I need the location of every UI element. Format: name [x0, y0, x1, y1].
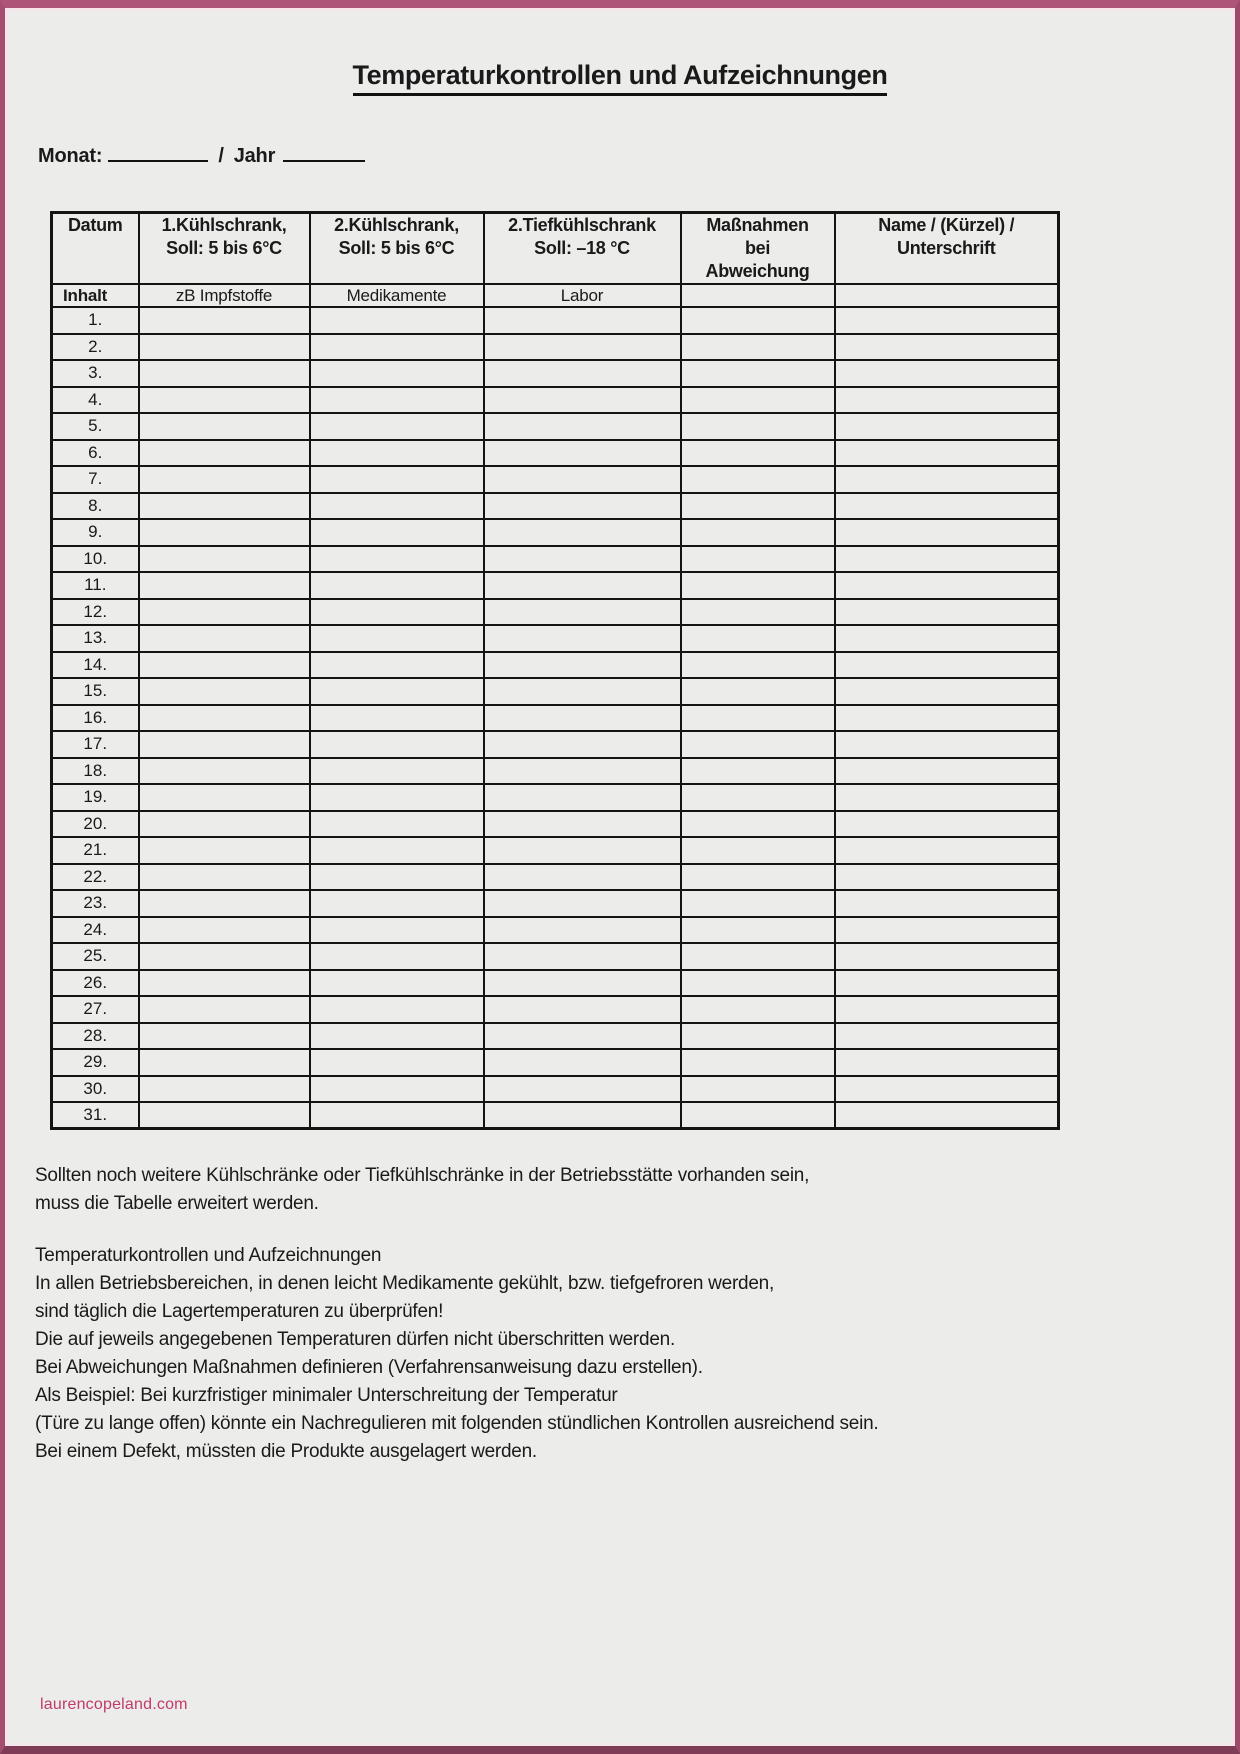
entry-cell-name	[835, 758, 1059, 785]
entry-cell-name	[835, 652, 1059, 679]
day-row	[52, 678, 1059, 705]
entry-cell-name	[835, 546, 1059, 573]
entry-cell-name	[835, 811, 1059, 838]
entry-cell-kuehlschrank-2	[310, 731, 484, 758]
inhalt-label: Inhalt	[52, 284, 139, 307]
entry-cell-name	[835, 413, 1059, 440]
note-instructions	[35, 1242, 1235, 1466]
entry-cell-kuehlschrank-2	[310, 572, 484, 599]
inhalt-kuehlschrank-1: zB Impfstoffe	[139, 284, 310, 307]
day-row	[52, 1076, 1059, 1103]
inhalt-name	[835, 284, 1059, 307]
header-line: Soll: 5 bis 6°C	[338, 238, 455, 258]
note-line: Als Beispiel: Bei kurzfristiger minimaler Unterschreitung der Temperatur	[35, 1385, 618, 1406]
entry-cell-tiefkuehlschrank	[484, 996, 681, 1023]
entry-cell-kuehlschrank-1	[139, 387, 310, 414]
day-row	[52, 1102, 1059, 1129]
day-number: 16.	[52, 705, 139, 732]
entry-cell-kuehlschrank-1	[139, 652, 310, 679]
entry-cell-massnahmen	[681, 387, 835, 414]
month-blank	[108, 141, 208, 162]
entry-cell-kuehlschrank-2	[310, 1102, 484, 1129]
entry-cell-massnahmen	[681, 943, 835, 970]
day-number: 15.	[52, 678, 139, 705]
month-year-line	[38, 141, 1235, 168]
header-line: bei	[744, 238, 771, 258]
entry-cell-name	[835, 996, 1059, 1023]
entry-cell-kuehlschrank-2	[310, 970, 484, 997]
content-row	[52, 284, 1059, 307]
day-number: 3.	[52, 360, 139, 387]
entry-cell-kuehlschrank-1	[139, 440, 310, 467]
day-number: 20.	[52, 811, 139, 838]
entry-cell-kuehlschrank-2	[310, 758, 484, 785]
column-header-datum	[52, 213, 139, 285]
entry-cell-massnahmen	[681, 678, 835, 705]
day-row	[52, 360, 1059, 387]
entry-cell-name	[835, 678, 1059, 705]
entry-cell-tiefkuehlschrank	[484, 387, 681, 414]
entry-cell-kuehlschrank-2	[310, 890, 484, 917]
entry-cell-massnahmen	[681, 466, 835, 493]
day-number: 30.	[52, 1076, 139, 1103]
entry-cell-massnahmen	[681, 970, 835, 997]
day-row	[52, 572, 1059, 599]
entry-cell-kuehlschrank-2	[310, 546, 484, 573]
note-line: Sollten noch weitere Kühlschränke oder Tiefkühlschränke in der Betriebsstätte vorhanden sein,	[35, 1165, 810, 1186]
day-number: 11.	[52, 572, 139, 599]
note-line: Die auf jeweils angegebenen Temperaturen dürfen nicht überschritten werden.	[35, 1329, 675, 1350]
day-row	[52, 890, 1059, 917]
entry-cell-name	[835, 307, 1059, 334]
entry-cell-tiefkuehlschrank	[484, 917, 681, 944]
entry-cell-kuehlschrank-2	[310, 996, 484, 1023]
entry-cell-name	[835, 1023, 1059, 1050]
entry-cell-kuehlschrank-2	[310, 811, 484, 838]
entry-cell-tiefkuehlschrank	[484, 705, 681, 732]
entry-cell-massnahmen	[681, 890, 835, 917]
entry-cell-name	[835, 1049, 1059, 1076]
entry-cell-name	[835, 970, 1059, 997]
column-header-kuehlschrank-1	[139, 213, 310, 285]
entry-cell-name	[835, 837, 1059, 864]
year-blank	[283, 141, 365, 162]
header-line: 1.Kühlschrank,	[161, 215, 287, 235]
entry-cell-massnahmen	[681, 705, 835, 732]
entry-cell-kuehlschrank-1	[139, 678, 310, 705]
entry-cell-tiefkuehlschrank	[484, 546, 681, 573]
note-line: (Türe zu lange offen) könnte ein Nachregulieren mit folgenden stündlichen Kontrollen ausreichend sein.	[35, 1413, 879, 1434]
entry-cell-kuehlschrank-2	[310, 519, 484, 546]
entry-cell-name	[835, 731, 1059, 758]
entry-cell-kuehlschrank-2	[310, 466, 484, 493]
entry-cell-kuehlschrank-2	[310, 334, 484, 361]
day-row	[52, 705, 1059, 732]
day-row	[52, 731, 1059, 758]
header-line: Datum	[67, 215, 123, 235]
entry-cell-kuehlschrank-2	[310, 1023, 484, 1050]
entry-cell-kuehlschrank-1	[139, 572, 310, 599]
entry-cell-tiefkuehlschrank	[484, 572, 681, 599]
year-label: Jahr	[233, 145, 276, 167]
entry-cell-kuehlschrank-2	[310, 784, 484, 811]
header-line: 2.Kühlschrank,	[334, 215, 459, 235]
inhalt-tiefkuehlschrank: Labor	[484, 284, 681, 307]
day-row	[52, 440, 1059, 467]
entry-cell-kuehlschrank-1	[139, 413, 310, 440]
day-number: 1.	[52, 307, 139, 334]
entry-cell-massnahmen	[681, 864, 835, 891]
entry-cell-tiefkuehlschrank	[484, 1049, 681, 1076]
entry-cell-tiefkuehlschrank	[484, 758, 681, 785]
day-number: 7.	[52, 466, 139, 493]
entry-cell-kuehlschrank-1	[139, 970, 310, 997]
day-row	[52, 943, 1059, 970]
entry-cell-massnahmen	[681, 731, 835, 758]
entry-cell-name	[835, 890, 1059, 917]
entry-cell-massnahmen	[681, 917, 835, 944]
entry-cell-kuehlschrank-2	[310, 387, 484, 414]
entry-cell-tiefkuehlschrank	[484, 466, 681, 493]
header-line: Soll: –18 °C	[534, 238, 630, 258]
entry-cell-massnahmen	[681, 413, 835, 440]
entry-cell-tiefkuehlschrank	[484, 678, 681, 705]
entry-cell-kuehlschrank-1	[139, 519, 310, 546]
entry-cell-kuehlschrank-1	[139, 943, 310, 970]
header-row	[52, 213, 1059, 285]
note-line: In allen Betriebsbereichen, in denen leicht Medikamente gekühlt, bzw. tiefgefroren werden,	[35, 1273, 775, 1294]
entry-cell-name	[835, 943, 1059, 970]
entry-cell-name	[835, 440, 1059, 467]
day-rows	[52, 307, 1059, 1129]
entry-cell-tiefkuehlschrank	[484, 1076, 681, 1103]
column-header-name-unterschrift	[835, 213, 1059, 285]
header-line: Soll: 5 bis 6°C	[166, 238, 282, 258]
day-number: 23.	[52, 890, 139, 917]
entry-cell-kuehlschrank-2	[310, 678, 484, 705]
entry-cell-kuehlschrank-1	[139, 917, 310, 944]
day-row	[52, 758, 1059, 785]
document-title-text: Temperaturkontrollen und Aufzeichnungen	[353, 60, 888, 96]
entry-cell-kuehlschrank-2	[310, 625, 484, 652]
day-number: 29.	[52, 1049, 139, 1076]
entry-cell-kuehlschrank-1	[139, 837, 310, 864]
entry-cell-name	[835, 1076, 1059, 1103]
entry-cell-tiefkuehlschrank	[484, 599, 681, 626]
day-number: 21.	[52, 837, 139, 864]
note-line: muss die Tabelle erweitert werden.	[35, 1193, 319, 1214]
entry-cell-kuehlschrank-2	[310, 599, 484, 626]
entry-cell-massnahmen	[681, 784, 835, 811]
day-number: 17.	[52, 731, 139, 758]
entry-cell-massnahmen	[681, 996, 835, 1023]
entry-cell-name	[835, 705, 1059, 732]
entry-cell-kuehlschrank-1	[139, 731, 310, 758]
entry-cell-kuehlschrank-2	[310, 917, 484, 944]
inhalt-massnahmen	[681, 284, 835, 307]
day-row	[52, 546, 1059, 573]
entry-cell-massnahmen	[681, 334, 835, 361]
day-row	[52, 599, 1059, 626]
entry-cell-name	[835, 334, 1059, 361]
entry-cell-kuehlschrank-1	[139, 466, 310, 493]
entry-cell-massnahmen	[681, 758, 835, 785]
entry-cell-tiefkuehlschrank	[484, 890, 681, 917]
watermark-text: laurencopeland.com	[40, 1696, 188, 1713]
entry-cell-kuehlschrank-1	[139, 1049, 310, 1076]
note-line: Temperaturkontrollen und Aufzeichnungen	[35, 1245, 382, 1266]
day-number: 28.	[52, 1023, 139, 1050]
inhalt-kuehlschrank-2: Medikamente	[310, 284, 484, 307]
entry-cell-kuehlschrank-2	[310, 493, 484, 520]
day-row	[52, 1023, 1059, 1050]
entry-cell-tiefkuehlschrank	[484, 811, 681, 838]
header-line: Name / (Kürzel) /	[878, 215, 1015, 235]
entry-cell-kuehlschrank-2	[310, 1076, 484, 1103]
entry-cell-kuehlschrank-1	[139, 546, 310, 573]
day-row	[52, 466, 1059, 493]
entry-cell-tiefkuehlschrank	[484, 334, 681, 361]
entry-cell-kuehlschrank-2	[310, 943, 484, 970]
entry-cell-tiefkuehlschrank	[484, 440, 681, 467]
day-number: 26.	[52, 970, 139, 997]
day-row	[52, 970, 1059, 997]
month-label: Monat:	[38, 145, 103, 167]
day-number: 24.	[52, 917, 139, 944]
entry-cell-kuehlschrank-1	[139, 599, 310, 626]
day-number: 10.	[52, 546, 139, 573]
day-row	[52, 334, 1059, 361]
entry-cell-tiefkuehlschrank	[484, 625, 681, 652]
entry-cell-tiefkuehlschrank	[484, 360, 681, 387]
column-header-tiefkuehlschrank	[484, 213, 681, 285]
header-line: Unterschrift	[897, 238, 996, 258]
entry-cell-tiefkuehlschrank	[484, 307, 681, 334]
note-extend-table	[35, 1162, 1235, 1218]
entry-cell-massnahmen	[681, 599, 835, 626]
entry-cell-kuehlschrank-1	[139, 811, 310, 838]
entry-cell-kuehlschrank-1	[139, 890, 310, 917]
day-row	[52, 917, 1059, 944]
day-number: 5.	[52, 413, 139, 440]
entry-cell-tiefkuehlschrank	[484, 413, 681, 440]
entry-cell-tiefkuehlschrank	[484, 837, 681, 864]
day-row	[52, 811, 1059, 838]
day-number: 13.	[52, 625, 139, 652]
day-row	[52, 625, 1059, 652]
day-row	[52, 996, 1059, 1023]
entry-cell-tiefkuehlschrank	[484, 943, 681, 970]
day-number: 2.	[52, 334, 139, 361]
entry-cell-massnahmen	[681, 546, 835, 573]
day-row	[52, 493, 1059, 520]
note-line: Bei einem Defekt, müssten die Produkte ausgelagert werden.	[35, 1441, 537, 1462]
day-number: 9.	[52, 519, 139, 546]
entry-cell-name	[835, 387, 1059, 414]
day-row	[52, 1049, 1059, 1076]
entry-cell-name	[835, 917, 1059, 944]
header-line: 2.Tiefkühlschrank	[508, 215, 656, 235]
temperature-log-table	[50, 211, 1060, 1130]
day-number: 6.	[52, 440, 139, 467]
entry-cell-massnahmen	[681, 625, 835, 652]
note-line: Bei Abweichungen Maßnahmen definieren (Verfahrensanweisung dazu erstellen).	[35, 1357, 703, 1378]
entry-cell-kuehlschrank-2	[310, 307, 484, 334]
entry-cell-massnahmen	[681, 307, 835, 334]
day-number: 25.	[52, 943, 139, 970]
day-number: 4.	[52, 387, 139, 414]
day-number: 22.	[52, 864, 139, 891]
day-number: 18.	[52, 758, 139, 785]
entry-cell-tiefkuehlschrank	[484, 731, 681, 758]
entry-cell-massnahmen	[681, 1076, 835, 1103]
entry-cell-tiefkuehlschrank	[484, 970, 681, 997]
day-row	[52, 837, 1059, 864]
document-title	[5, 60, 1235, 91]
entry-cell-kuehlschrank-2	[310, 440, 484, 467]
entry-cell-massnahmen	[681, 519, 835, 546]
entry-cell-tiefkuehlschrank	[484, 652, 681, 679]
entry-cell-name	[835, 493, 1059, 520]
note-line: sind täglich die Lagertemperaturen zu überprüfen!	[35, 1301, 444, 1322]
entry-cell-kuehlschrank-1	[139, 758, 310, 785]
entry-cell-kuehlschrank-2	[310, 705, 484, 732]
entry-cell-kuehlschrank-1	[139, 493, 310, 520]
entry-cell-name	[835, 864, 1059, 891]
entry-cell-kuehlschrank-2	[310, 837, 484, 864]
entry-cell-massnahmen	[681, 1049, 835, 1076]
entry-cell-kuehlschrank-2	[310, 652, 484, 679]
entry-cell-tiefkuehlschrank	[484, 784, 681, 811]
entry-cell-kuehlschrank-1	[139, 360, 310, 387]
header-line: Maßnahmen	[706, 215, 809, 235]
entry-cell-kuehlschrank-2	[310, 1049, 484, 1076]
entry-cell-kuehlschrank-2	[310, 360, 484, 387]
entry-cell-massnahmen	[681, 572, 835, 599]
day-row	[52, 784, 1059, 811]
entry-cell-name	[835, 519, 1059, 546]
entry-cell-tiefkuehlschrank	[484, 1102, 681, 1129]
entry-cell-massnahmen	[681, 811, 835, 838]
day-row	[52, 652, 1059, 679]
entry-cell-tiefkuehlschrank	[484, 493, 681, 520]
day-number: 8.	[52, 493, 139, 520]
column-header-kuehlschrank-2	[310, 213, 484, 285]
entry-cell-massnahmen	[681, 493, 835, 520]
entry-cell-kuehlschrank-1	[139, 784, 310, 811]
entry-cell-kuehlschrank-1	[139, 1023, 310, 1050]
entry-cell-kuehlschrank-1	[139, 334, 310, 361]
entry-cell-massnahmen	[681, 1102, 835, 1129]
entry-cell-kuehlschrank-1	[139, 1076, 310, 1103]
entry-cell-tiefkuehlschrank	[484, 519, 681, 546]
day-row	[52, 387, 1059, 414]
entry-cell-massnahmen	[681, 440, 835, 467]
entry-cell-kuehlschrank-2	[310, 413, 484, 440]
entry-cell-massnahmen	[681, 1023, 835, 1050]
day-row	[52, 864, 1059, 891]
day-row	[52, 519, 1059, 546]
day-number: 27.	[52, 996, 139, 1023]
entry-cell-name	[835, 1102, 1059, 1129]
day-number: 12.	[52, 599, 139, 626]
notes-section	[35, 1162, 1235, 1466]
entry-cell-kuehlschrank-1	[139, 625, 310, 652]
entry-cell-tiefkuehlschrank	[484, 1023, 681, 1050]
entry-cell-kuehlschrank-1	[139, 705, 310, 732]
entry-cell-name	[835, 466, 1059, 493]
month-year-separator: /	[218, 145, 224, 167]
entry-cell-kuehlschrank-1	[139, 1102, 310, 1129]
header-line: Abweichung	[705, 261, 810, 281]
entry-cell-kuehlschrank-1	[139, 864, 310, 891]
entry-cell-massnahmen	[681, 360, 835, 387]
entry-cell-name	[835, 599, 1059, 626]
entry-cell-name	[835, 784, 1059, 811]
day-number: 19.	[52, 784, 139, 811]
entry-cell-kuehlschrank-1	[139, 307, 310, 334]
day-number: 31.	[52, 1102, 139, 1129]
day-row	[52, 413, 1059, 440]
entry-cell-kuehlschrank-1	[139, 996, 310, 1023]
entry-cell-name	[835, 360, 1059, 387]
entry-cell-massnahmen	[681, 652, 835, 679]
column-header-massnahmen	[681, 213, 835, 285]
day-number: 14.	[52, 652, 139, 679]
entry-cell-name	[835, 625, 1059, 652]
entry-cell-kuehlschrank-2	[310, 864, 484, 891]
entry-cell-tiefkuehlschrank	[484, 864, 681, 891]
day-row	[52, 307, 1059, 334]
entry-cell-name	[835, 572, 1059, 599]
entry-cell-massnahmen	[681, 837, 835, 864]
